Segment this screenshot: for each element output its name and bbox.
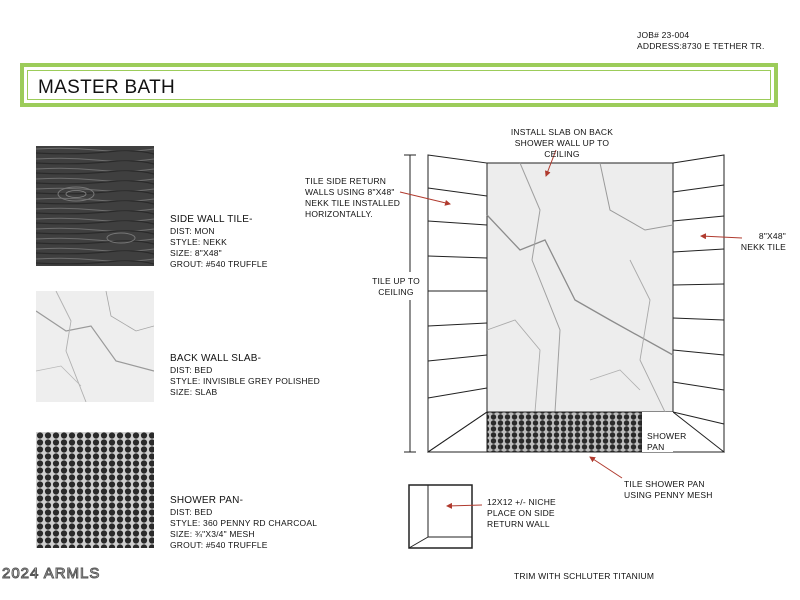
- note-line: TILE UP TO: [372, 276, 420, 286]
- job-address: ADDRESS:8730 E TETHER TR.: [637, 41, 765, 51]
- spec-line: SIZE: ¾"X3/4" MESH: [170, 529, 255, 539]
- note-line: 12X12 +/- NICHE: [487, 497, 556, 507]
- spec-line: STYLE: NEKK: [170, 237, 227, 247]
- note-line: NEKK TILE: [740, 242, 786, 252]
- niche-note: [487, 497, 556, 530]
- spec-line: STYLE: 360 PENNY RD CHARCOAL: [170, 518, 318, 528]
- watermark: 2024 ARMLS: [2, 565, 101, 582]
- shower-pan-note: [624, 479, 713, 501]
- note-line: SHOWER: [647, 431, 687, 441]
- note-line: PAN: [647, 442, 665, 452]
- spec-heading: BACK WALL SLAB-: [170, 353, 262, 364]
- note-line: CEILING: [378, 287, 414, 297]
- spec-line: DIST: MON: [170, 226, 215, 236]
- right-tile-note: [736, 231, 786, 253]
- note-line: WALLS USING 8"X48": [305, 187, 395, 197]
- shower-pan-label: [647, 431, 686, 453]
- note-line: TILE SHOWER PAN: [624, 479, 705, 489]
- spec-line: GROUT: #540 TRUFFLE: [170, 259, 268, 269]
- note-line: HORIZONTALLY.: [305, 209, 373, 219]
- spec-line: STYLE: INVISIBLE GREY POLISHED: [170, 376, 320, 386]
- shower-pan-area: [487, 412, 673, 452]
- note-line: TILE SIDE RETURN: [305, 176, 387, 186]
- page-title: MASTER BATH: [38, 77, 176, 98]
- spec-heading: SIDE WALL TILE-: [170, 214, 253, 225]
- note-line: USING PENNY MESH: [624, 490, 713, 500]
- spec-line: DIST: BED: [170, 365, 213, 375]
- right-return-wall: [673, 155, 724, 452]
- note-line: PLACE ON SIDE: [487, 508, 555, 518]
- spec-line: DIST: BED: [170, 507, 213, 517]
- spec-heading: SHOWER PAN-: [170, 495, 244, 506]
- job-number: JOB# 23-004: [637, 30, 690, 40]
- side-return-note: [305, 176, 400, 220]
- ceiling-dimension-line: [404, 155, 416, 452]
- left-return-wall: [428, 155, 487, 452]
- ceiling-note: [364, 276, 428, 298]
- back-wall-note: [497, 127, 627, 160]
- spec-line: SIZE: 8"X48": [170, 248, 222, 258]
- note-line: RETURN WALL: [487, 519, 550, 529]
- note-line: 8"X48": [758, 231, 786, 241]
- note-line: INSTALL SLAB ON BACK: [510, 127, 614, 137]
- back-wall-slab: [487, 163, 673, 412]
- niche-detail: [409, 485, 472, 548]
- note-line: NEKK TILE INSTALLED: [305, 198, 401, 208]
- trim-note: TRIM WITH SCHLUTER TITANIUM: [514, 571, 655, 581]
- note-line: SHOWER WALL UP TO CEILING: [514, 138, 610, 159]
- spec-line: GROUT: #540 TRUFFLE: [170, 540, 268, 550]
- spec-line: SIZE: SLAB: [170, 387, 218, 397]
